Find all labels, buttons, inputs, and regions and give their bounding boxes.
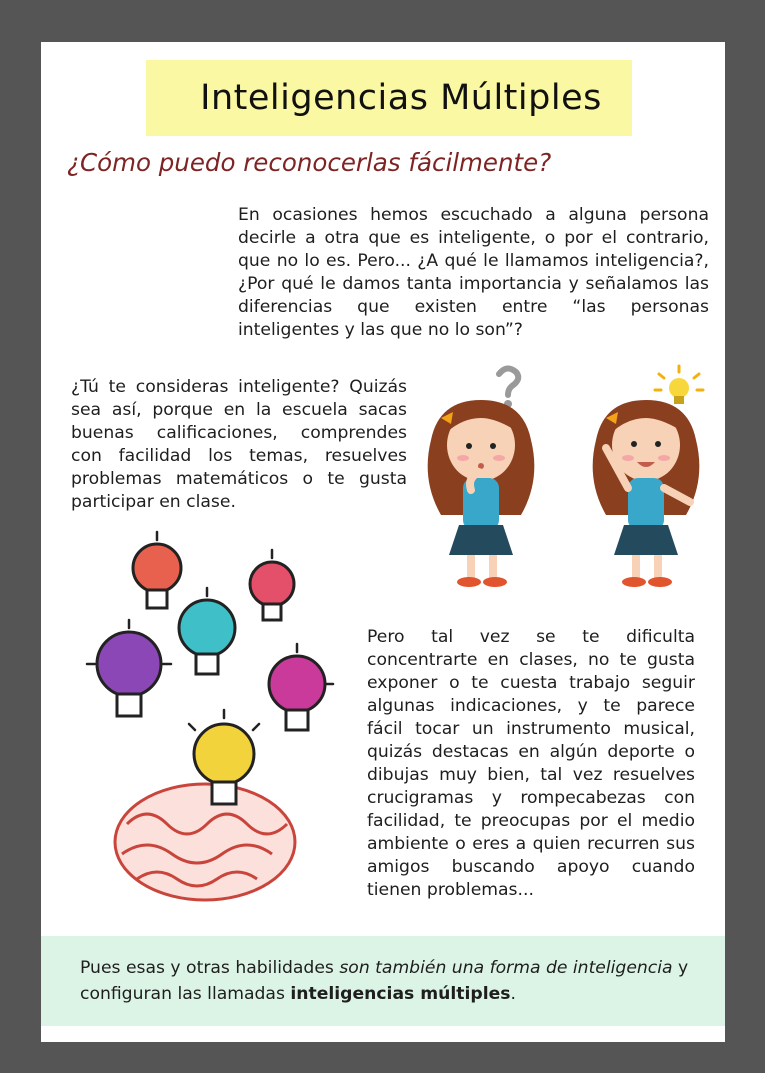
conclusion-text	[80, 955, 700, 1007]
purple-bulb-icon	[97, 632, 161, 716]
intro-paragraph: En ocasiones hemos escuchado a alguna persona decirle a otra que es inteligente, o por el contrario, que no lo es. Pero... ¿A qué le llamamos inteligencia?, ¿Por qué le damos tanta importancia y señalamos las diferencias que existen entre “las personas inteligentes y las que no lo son”?	[238, 205, 709, 340]
conclusion-part-3: y configuran las llamadas	[80, 958, 689, 1004]
pink-bulb-icon	[250, 562, 294, 620]
page-subtitle: ¿Cómo puedo reconocerlas fácilmente?	[67, 148, 552, 177]
abilities-paragraph: Pero tal vez se te dificulta concentrarte en clases, no te gusta exponer o te cuesta trabajo seguir algunas indicaciones, y te parece fácil tocar un instrumento musical, quizás destacas en algún deporte o dibujas muy bien, tal vez resuelves crucigramas y rompecabezas con facilidad, te preocupas por el medio ambiente o eres a quien recurren sus amigos buscando apoyo cuando tienen problemas...	[367, 627, 695, 900]
magenta-bulb-icon	[269, 656, 325, 730]
page-title: Inteligencias Múltiples	[200, 78, 602, 118]
idea-lightbulb-icon	[655, 366, 703, 404]
cyan-bulb-icon	[179, 600, 235, 674]
girls-illustration	[411, 360, 716, 590]
question-paragraph: ¿Tú te consideras inteligente? Quizás sea así, porque en la escuela sacas buenas calificaciones, comprendes con facilidad los temas, resuelves problemas matemáticos o te gusta participar en clase.	[71, 377, 407, 512]
question-mark-icon	[499, 368, 518, 408]
idea-girl-icon	[593, 400, 700, 587]
thinking-girl-icon	[428, 400, 535, 587]
brain-icon	[115, 784, 295, 900]
conclusion-bold: inteligencias múltiples	[290, 984, 511, 1004]
red-bulb-icon	[133, 544, 181, 608]
page	[41, 42, 725, 1042]
conclusion-box	[41, 936, 725, 1026]
conclusion-part-1: Pues esas y otras habilidades	[80, 958, 340, 978]
conclusion-period: .	[510, 984, 516, 1004]
conclusion-italic: son también una forma de inteligencia	[339, 958, 673, 978]
bulbs-brain-illustration	[67, 524, 367, 906]
title-banner	[146, 60, 632, 136]
